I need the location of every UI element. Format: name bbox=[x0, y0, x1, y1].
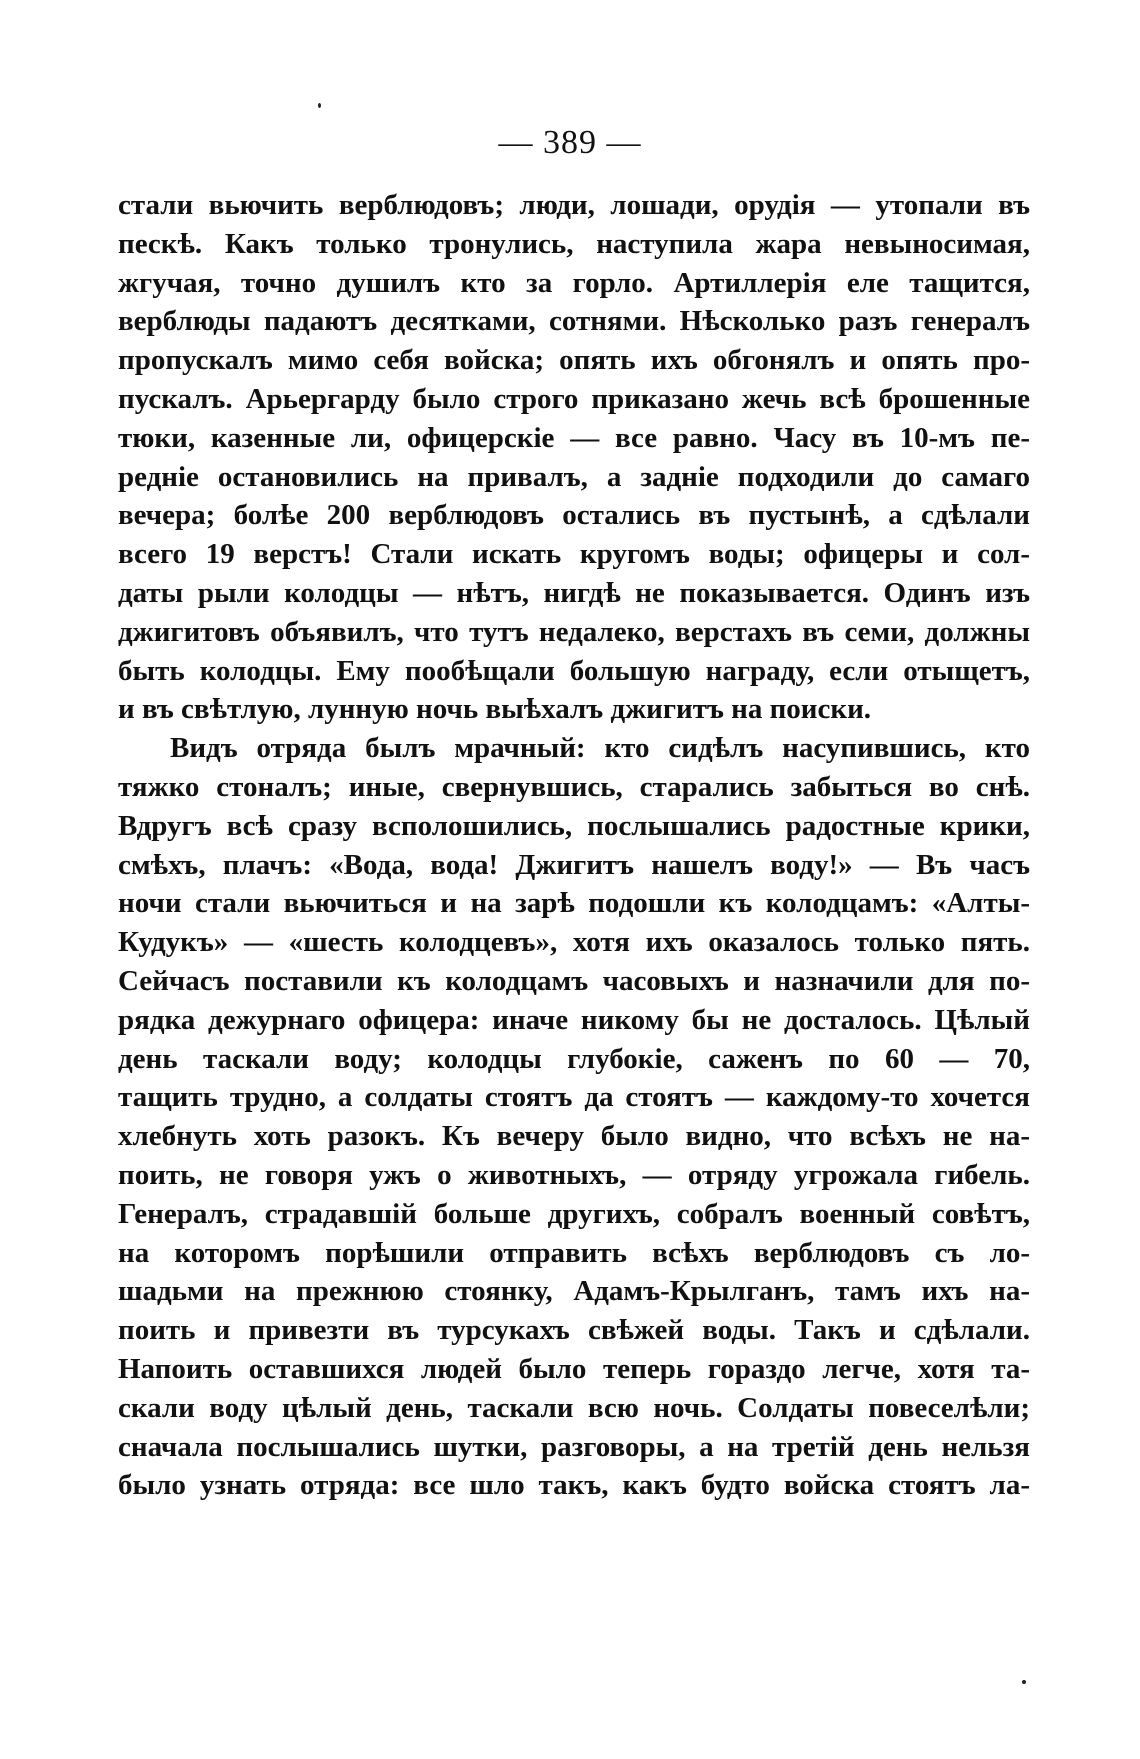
paragraph-2 bbox=[118, 729, 1030, 1505]
text-line: верблюды падаютъ десятками, сотнями. Нѣсколько разъ генералъ bbox=[118, 305, 1030, 338]
text-line: Кудукъ» — «шесть колодцевъ», хотя ихъ оказалось только пять. bbox=[118, 926, 1030, 959]
paragraph-1 bbox=[118, 186, 1030, 729]
text-line: Напоить оставшихся людей было теперь гораздо легче, хотя та- bbox=[118, 1352, 1030, 1385]
text-line: на которомъ порѣшили отправить всѣхъ верблюдовъ съ ло- bbox=[118, 1236, 1030, 1269]
text-line: Вдругъ всѣ сразу всполошились, послышались радостные крики, bbox=[118, 809, 1030, 842]
text-line: вечера; болѣе 200 верблюдовъ остались въ пустынѣ, а сдѣлали bbox=[118, 499, 1030, 532]
text-line: поить и привезти въ турсукахъ свѣжей воды. Такъ и сдѣлали. bbox=[118, 1314, 1030, 1347]
ink-speck bbox=[318, 103, 321, 108]
text-line: сначала послышались шутки, разговоры, а на третій день нельзя bbox=[118, 1430, 1030, 1463]
text-line: всего 19 верстъ! Стали искать кругомъ воды; офицеры и сол- bbox=[118, 538, 1030, 571]
text-line: стали вьючить верблюдовъ; люди, лошади, орудія — утопали въ bbox=[118, 189, 1030, 221]
page-number: — 389 — bbox=[498, 124, 642, 161]
body-text bbox=[118, 186, 1030, 1505]
text-line: тащить трудно, а солдаты стоятъ да стоятъ — каждому-то хочется bbox=[118, 1081, 1030, 1114]
text-line: шадьми на прежнюю стоянку, Адамъ-Крылганъ, тамъ ихъ на- bbox=[118, 1275, 1030, 1308]
text-line: скали воду цѣлый день, таскали всю ночь. Солдаты повеселѣли; bbox=[118, 1391, 1030, 1424]
text-line: джигитовъ объявилъ, что тутъ недалеко, верстахъ въ семи, должны bbox=[118, 615, 1030, 648]
text-line: смѣхъ, плачъ: «Вода, вода! Джигитъ нашелъ воду!» — Въ часъ bbox=[118, 848, 1030, 881]
text-line: Генералъ, страдавшій больше другихъ, собралъ военный совѣтъ, bbox=[118, 1197, 1030, 1230]
text-line: быть колодцы. Ему пообѣщали большую награду, если отыщетъ, bbox=[118, 654, 1030, 687]
text-line: ночи стали вьючиться и на зарѣ подошли къ колодцамъ: «Алты- bbox=[118, 887, 1030, 920]
text-line: жгучая, точно душилъ кто за горло. Артиллерія еле тащится, bbox=[118, 266, 1030, 299]
text-line: хлебнуть хоть разокъ. Къ вечеру было видно, что всѣхъ не на- bbox=[118, 1120, 1030, 1153]
text-line: пескѣ. Какъ только тронулись, наступила жара невыносимая, bbox=[118, 227, 1030, 260]
text-line: Сейчасъ поставили къ колодцамъ часовыхъ и назначили для по- bbox=[118, 964, 1030, 997]
text-line: Видъ отряда былъ мрачный: кто сидѣлъ насупившись, кто bbox=[170, 732, 1030, 765]
text-line: рядка дежурнаго офицера: иначе никому бы не досталось. Цѣлый bbox=[118, 1003, 1030, 1036]
text-line: день таскали воду; колодцы глубокіе, саженъ по 60 — 70, bbox=[118, 1042, 1030, 1075]
text-line: тюки, казенные ли, офицерскіе — все равно. Часу въ 10-мъ пе- bbox=[118, 421, 1030, 454]
text-line: было узнать отряда: все шло такъ, какъ будто войска стоятъ ла- bbox=[118, 1469, 1030, 1502]
text-line: пускалъ. Арьергарду было строго приказано жечь всѣ брошенные bbox=[118, 382, 1030, 415]
ink-speck bbox=[1022, 1680, 1026, 1684]
text-line: и въ свѣтлую, лунную ночь выѣхалъ джигитъ на поиски. bbox=[118, 693, 872, 726]
text-line: пропускалъ мимо себя войска; опять ихъ обгонялъ и опять про- bbox=[118, 344, 1030, 377]
text-line: поить, не говоря ужъ о животныхъ, — отряду угрожала гибель. bbox=[118, 1158, 1030, 1191]
text-line: даты рыли колодцы — нѣтъ, нигдѣ не показывается. Одинъ изъ bbox=[118, 576, 1030, 609]
text-line: редніе остановились на привалъ, а задніе подходили до самаго bbox=[118, 460, 1030, 493]
text-line: тяжко стоналъ; иные, свернувшись, старались забыться во снѣ. bbox=[118, 770, 1030, 803]
